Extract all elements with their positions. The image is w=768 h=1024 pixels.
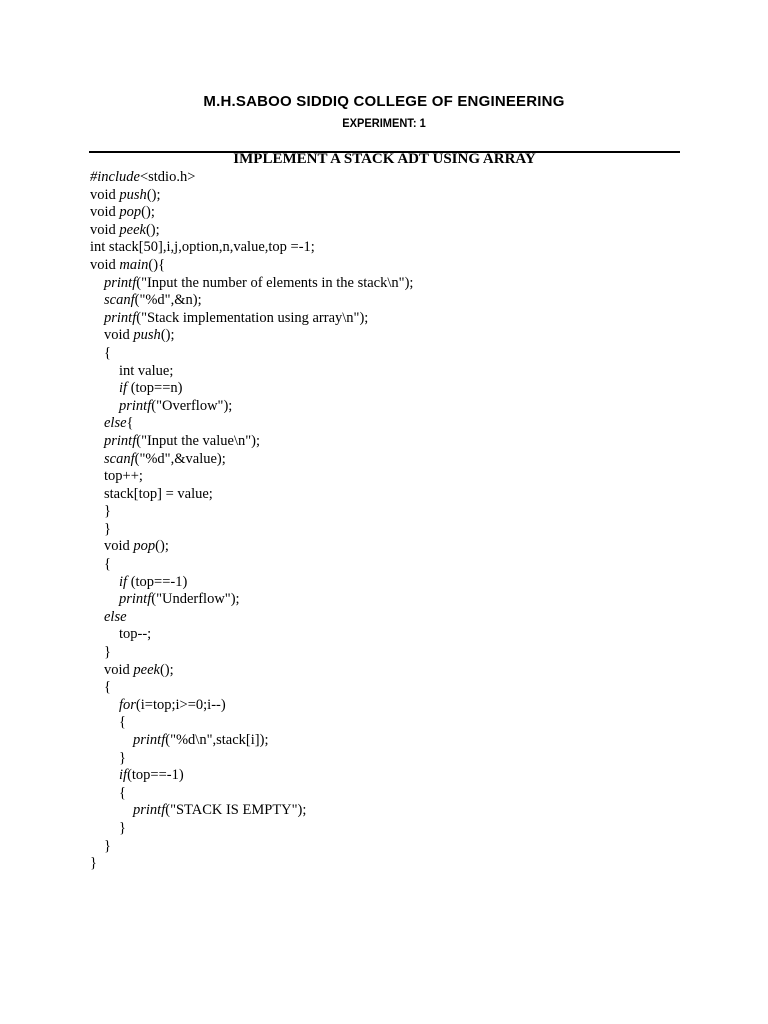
code-keyword: push bbox=[119, 186, 147, 203]
code-keyword: printf bbox=[104, 309, 137, 326]
code-text: (); bbox=[159, 661, 174, 678]
code-text: } bbox=[104, 644, 111, 661]
code-line bbox=[90, 626, 413, 644]
code-line bbox=[90, 327, 413, 345]
code-line bbox=[90, 204, 413, 222]
code-line bbox=[90, 521, 413, 539]
code-keyword: main bbox=[119, 256, 149, 273]
code-line bbox=[90, 679, 413, 697]
code-text: { bbox=[104, 556, 111, 573]
code-line bbox=[90, 398, 413, 416]
code-text: (); bbox=[145, 221, 160, 238]
code-line bbox=[90, 714, 413, 732]
code-text: { bbox=[104, 679, 111, 696]
code-text: ("Overflow"); bbox=[151, 397, 233, 414]
code-line bbox=[90, 574, 413, 592]
code-line bbox=[90, 222, 413, 240]
code-keyword: peek bbox=[133, 661, 160, 678]
code-keyword: printf bbox=[104, 432, 137, 449]
code-keyword: if bbox=[119, 380, 128, 397]
code-text: top--; bbox=[119, 626, 152, 643]
code-keyword: printf bbox=[133, 732, 166, 748]
code-text: (); bbox=[146, 186, 161, 203]
code-keyword: push bbox=[133, 327, 161, 344]
code-text: stack[top] = value; bbox=[104, 485, 213, 502]
code-keyword: if bbox=[119, 573, 128, 590]
code-keyword: else bbox=[104, 415, 127, 432]
code-line bbox=[90, 697, 413, 715]
code-line bbox=[90, 662, 413, 680]
code-text: ("Underflow"); bbox=[151, 591, 240, 608]
code-text: top++; bbox=[104, 468, 143, 485]
code-line bbox=[90, 486, 413, 504]
code-line bbox=[90, 556, 413, 574]
code-keyword: peek bbox=[119, 221, 146, 238]
code-text: } bbox=[104, 503, 111, 520]
code-line bbox=[90, 257, 413, 275]
code-text: } bbox=[119, 749, 126, 766]
code-text: (); bbox=[155, 538, 169, 555]
code-text: } bbox=[104, 520, 111, 537]
code-text: void bbox=[90, 204, 120, 221]
code-keyword: pop bbox=[119, 204, 142, 221]
code-line bbox=[90, 380, 413, 398]
code-line bbox=[90, 750, 413, 768]
code-keyword: printf bbox=[119, 397, 152, 414]
code-keyword: scanf bbox=[104, 292, 135, 309]
code-keyword: else bbox=[104, 608, 127, 625]
code-line bbox=[90, 767, 413, 785]
code-line bbox=[90, 591, 413, 609]
code-line bbox=[90, 187, 413, 205]
code-line bbox=[90, 609, 413, 627]
experiment-label: EXPERIMENT: 1 bbox=[342, 116, 426, 130]
code-text: (top==-1) bbox=[127, 573, 188, 590]
code-text: int value; bbox=[119, 362, 174, 379]
code-text: void bbox=[90, 186, 120, 203]
code-text: (top==n) bbox=[127, 380, 183, 397]
code-line bbox=[90, 503, 413, 521]
code-line bbox=[90, 433, 413, 451]
code-text: { bbox=[126, 415, 134, 432]
code-text: } bbox=[90, 855, 97, 872]
code-line bbox=[90, 644, 413, 662]
code-text: { bbox=[119, 714, 126, 731]
code-keyword: #include bbox=[90, 169, 140, 185]
code-keyword: pop bbox=[133, 538, 156, 555]
code-line bbox=[90, 732, 413, 750]
code-line bbox=[90, 802, 413, 820]
code-text: void bbox=[104, 538, 134, 555]
code-text: void bbox=[90, 221, 120, 238]
code-keyword: printf bbox=[119, 591, 152, 608]
code-line bbox=[90, 468, 413, 486]
code-text: int stack[50],i,j,option,n,value,top =-1; bbox=[90, 239, 315, 256]
code-line bbox=[90, 345, 413, 363]
code-line bbox=[90, 310, 413, 328]
code-listing bbox=[90, 169, 413, 873]
code-text: (); bbox=[160, 327, 175, 344]
code-text: { bbox=[104, 344, 111, 361]
code-text: } bbox=[119, 819, 126, 836]
code-line bbox=[90, 415, 413, 433]
code-keyword: printf bbox=[133, 802, 166, 819]
code-text: (){ bbox=[148, 256, 166, 273]
college-name: M.H.SABOO SIDDIQ COLLEGE OF ENGINEERING bbox=[203, 93, 565, 110]
code-line bbox=[90, 275, 413, 293]
code-text: void bbox=[104, 661, 134, 678]
code-text: ("STACK IS EMPTY"); bbox=[165, 802, 307, 819]
code-line bbox=[90, 239, 413, 257]
code-keyword: scanf bbox=[104, 450, 135, 467]
code-text: (); bbox=[141, 204, 155, 221]
code-text: void bbox=[90, 256, 120, 273]
code-text: (top==-1) bbox=[127, 767, 184, 784]
code-line bbox=[90, 451, 413, 469]
code-text: ("Input the number of elements in the stack\n"); bbox=[136, 274, 414, 291]
code-line bbox=[90, 538, 413, 556]
code-keyword: if bbox=[119, 767, 128, 784]
code-text: <stdio.h> bbox=[139, 169, 196, 185]
code-line bbox=[90, 169, 413, 187]
code-line bbox=[90, 292, 413, 310]
code-text: ("%d",&value); bbox=[134, 450, 226, 467]
code-line bbox=[90, 855, 413, 873]
code-text: ("Stack implementation using array\n"); bbox=[136, 309, 369, 326]
code-text: ("%d",&n); bbox=[134, 292, 202, 309]
code-text: void bbox=[104, 327, 134, 344]
code-text: { bbox=[119, 784, 126, 801]
code-line bbox=[90, 838, 413, 856]
code-line bbox=[90, 820, 413, 838]
code-keyword: printf bbox=[104, 274, 137, 291]
code-text: } bbox=[104, 837, 111, 854]
code-keyword: for bbox=[119, 696, 136, 713]
code-line bbox=[90, 785, 413, 803]
code-text: ("%d\n",stack[i]); bbox=[165, 732, 269, 748]
code-text: ("Input the value\n"); bbox=[136, 432, 261, 449]
document-title: IMPLEMENT A STACK ADT USING ARRAY bbox=[233, 151, 536, 167]
code-line bbox=[90, 363, 413, 381]
code-text: (i=top;i>=0;i--) bbox=[135, 696, 226, 713]
